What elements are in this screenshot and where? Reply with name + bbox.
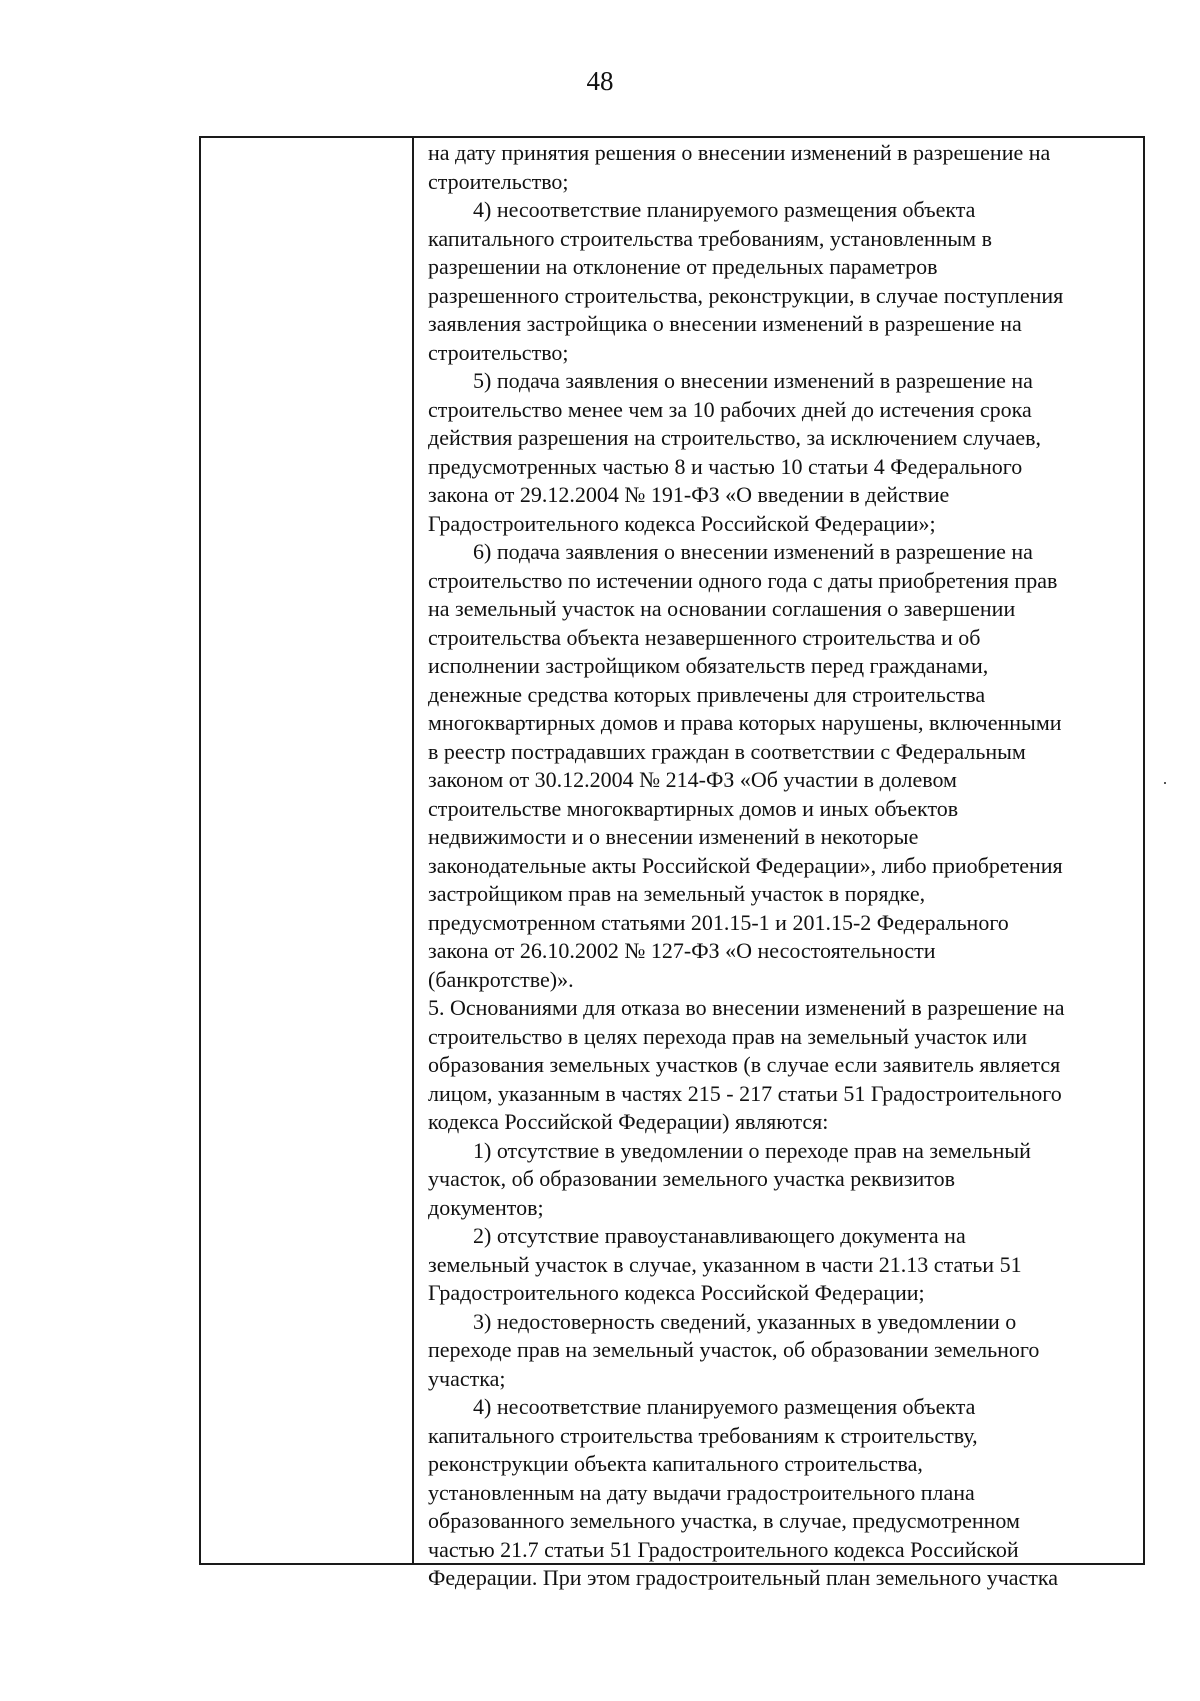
text-line: 6) подача заявления о внесении изменений в разрешение на [473, 539, 1033, 564]
text-line: законодательные акты Российской Федерации», либо приобретения [428, 852, 1063, 878]
text-line: 4) несоответствие планируемого размещения объекта [473, 1394, 976, 1419]
text-line: закона от 26.10.2002 № 127-ФЗ «О несостоятельности [428, 938, 936, 963]
document-table [199, 136, 1145, 1590]
text-line: 2) отсутствие правоустанавливающего документа на [473, 1223, 966, 1248]
text-line: 4) несоответствие планируемого размещения объекта [473, 197, 976, 222]
text-line: на земельный участок на основании соглашения о завершении [428, 596, 1016, 621]
text-line: строительство; [428, 339, 569, 365]
text-line: переходе прав на земельный участок, об образовании земельного [428, 1337, 1040, 1362]
text-line: на дату принятия решения о внесении изменений в разрешение на [428, 140, 1051, 165]
text-line: образованного земельного участка, в случае, предусмотренном [428, 1508, 1020, 1533]
text-line: строительство менее чем за 10 рабочих дней до истечения срока [428, 396, 1032, 422]
text-line: капитального строительства требованиям, установленным в [428, 225, 992, 251]
text-line: строительство; [428, 168, 569, 194]
text-line: действия разрешения на строительство, за исключением случаев, [428, 425, 1041, 450]
text-line: лицом, указанным в частях 215 - 217 статьи 51 Градостроительного [428, 1080, 1062, 1106]
table-right-column [414, 138, 1143, 1590]
text-line: строительства объекта незавершенного строительства и об [428, 624, 981, 650]
text-line: участок, об образовании земельного участка реквизитов [428, 1166, 956, 1191]
text-line: 3) недостоверность сведений, указанных в уведомлении о [473, 1308, 1017, 1334]
text-line: недвижимости и о внесении изменений в некоторые [428, 824, 919, 849]
text-line: частью 21.7 статьи 51 Градостроительного кодекса Российской [428, 1536, 1019, 1562]
text-line: строительство в целях перехода прав на земельный участок или [428, 1023, 1028, 1049]
text-line: в реестр пострадавших граждан в соответствии с Федеральным [428, 738, 1026, 764]
text-line: документов; [428, 1194, 544, 1220]
text-line: законом от 30.12.2004 № 214-ФЗ «Об участии в долевом [428, 767, 957, 792]
text-line: закона от 29.12.2004 № 191-ФЗ «О введении в действие [428, 482, 950, 507]
text-line: Градостроительного кодекса Российской Федерации; [428, 1280, 925, 1305]
text-line: разрешенного строительства, реконструкции, в случае поступления [428, 282, 1064, 308]
text-line: предусмотренных частью 8 и частью 10 статьи 4 Федерального [428, 453, 1023, 479]
text-line: (банкротстве)». [428, 966, 574, 992]
text-line: 5. Основаниями для отказа во внесении изменений в разрешение на [428, 995, 1065, 1020]
text-line: установленным на дату выдачи градостроительного плана [428, 1479, 975, 1505]
text-line: исполнении застройщиком обязательств перед гражданами, [428, 653, 989, 678]
text-line: заявления застройщика о внесении изменений в разрешение на [428, 311, 1022, 336]
text-line: Градостроительного кодекса Российской Федерации»; [428, 510, 936, 536]
text-line: капитального строительства требованиям к строительству, [428, 1422, 978, 1448]
text-line: строительство по истечении одного года с даты приобретения прав [428, 567, 1058, 593]
text-line: многоквартирных домов и права которых нарушены, включенными [428, 710, 1062, 735]
text-line: предусмотренном статьями 201.15-1 и 201.15-2 Федерального [428, 909, 1009, 935]
text-line: участка; [428, 1365, 506, 1391]
text-line: денежные средства которых привлечены для строительства [428, 681, 986, 707]
table-left-column [201, 138, 414, 1563]
text-line: земельный участок в случае, указанном в части 21.13 статьи 51 [428, 1251, 1022, 1277]
text-line: 5) подача заявления о внесении изменений в разрешение на [473, 368, 1033, 393]
text-line: образования земельных участков (в случае если заявитель является [428, 1052, 1061, 1077]
text-line: строительстве многоквартирных домов и иных объектов [428, 795, 959, 821]
page-number: 48 [586, 66, 614, 96]
text-line: разрешении на отклонение от предельных параметров [428, 254, 938, 279]
text-line: 1) отсутствие в уведомлении о переходе прав на земельный [473, 1137, 1031, 1163]
text-line: кодекса Российской Федерации) являются: [428, 1109, 829, 1134]
text-line: Федерации. При этом градостроительный план земельного участка [428, 1565, 1059, 1590]
scan-dot-mark [1164, 782, 1166, 784]
text-line: реконструкции объекта капитального строительства, [428, 1451, 923, 1476]
text-line: застройщиком прав на земельный участок в порядке, [428, 881, 926, 906]
